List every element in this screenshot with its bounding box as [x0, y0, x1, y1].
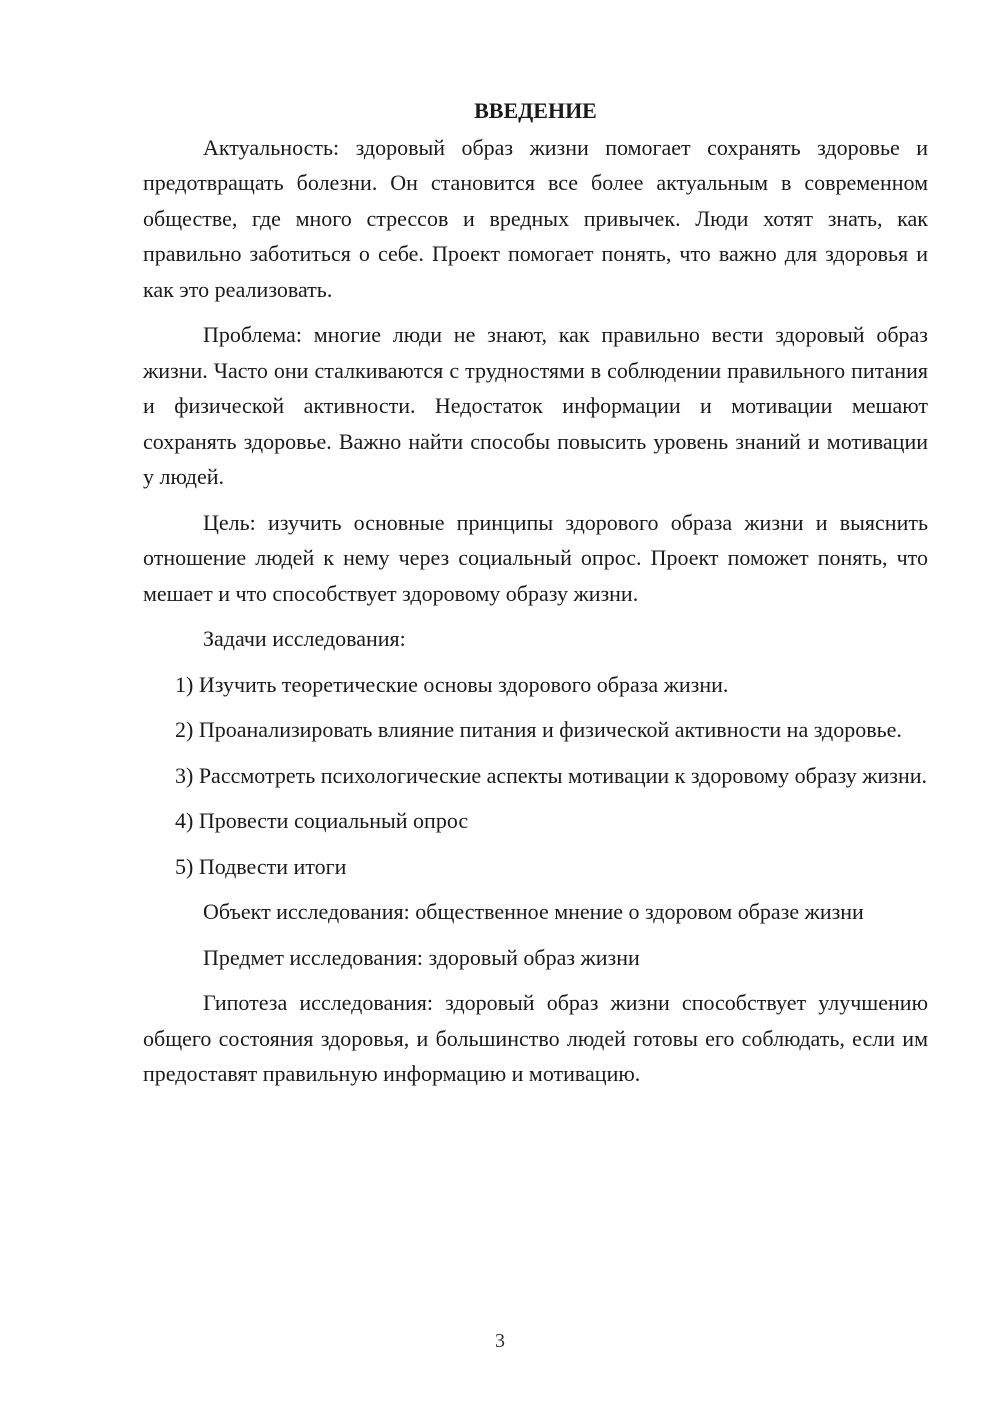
task-item-5: 5) Подвести итоги	[175, 853, 347, 879]
paragraph-tasks-heading: Задачи исследования:	[203, 626, 406, 651]
paragraph-relevance: Актуальность: здоровый образ жизни помогает сохранять здоровье и предотвращать болезни. Он становится все более актуальным в современном обществе, где много стрессов и вредных привычек. Люди хотят знать, как правильно заботиться о себе. Проект помогает понять, что важно для здоровья и как это реализовать.	[143, 134, 928, 302]
task-item-2: 2) Проанализировать влияние питания и физической активности на здоровье.	[175, 717, 902, 742]
paragraph-subject: Предмет исследования: здоровый образ жизни	[203, 944, 640, 970]
page-title: ВВЕДЕНИЕ	[474, 98, 597, 123]
paragraph-problem: Проблема: многие люди не знают, как правильно вести здоровый образ жизни. Часто они сталкиваются с трудностями в соблюдении правильного питания и физической активности. Недостаток информации и мотивации мешают сохранять здоровье. Важно найти способы повысить уровень знаний и мотивации у людей.	[143, 322, 928, 489]
page-number: 3	[495, 1330, 505, 1352]
task-item-3: 3) Рассмотреть психологические аспекты мотивации к здоровому образу жизни.	[175, 762, 927, 788]
document-body	[143, 93, 928, 1102]
paragraph-goal: Цель: изучить основные принципы здорового образа жизни и выяснить отношение людей к нему через социальный опрос. Проект поможет понять, что мешает и что способствует здоровому образу жизни.	[143, 509, 928, 606]
paragraph-object: Объект исследования: общественное мнение о здоровом образе жизни	[203, 899, 864, 924]
task-item-4: 4) Провести социальный опрос	[175, 808, 469, 833]
paragraph-hypothesis: Гипотеза исследования: здоровый образ жизни способствует улучшению общего состояния здоровья, и большинство людей готовы его соблюдать, если им предоставят правильную информацию и мотивацию.	[143, 990, 928, 1086]
task-item-1: 1) Изучить теоретические основы здорового образа жизни.	[175, 671, 729, 697]
